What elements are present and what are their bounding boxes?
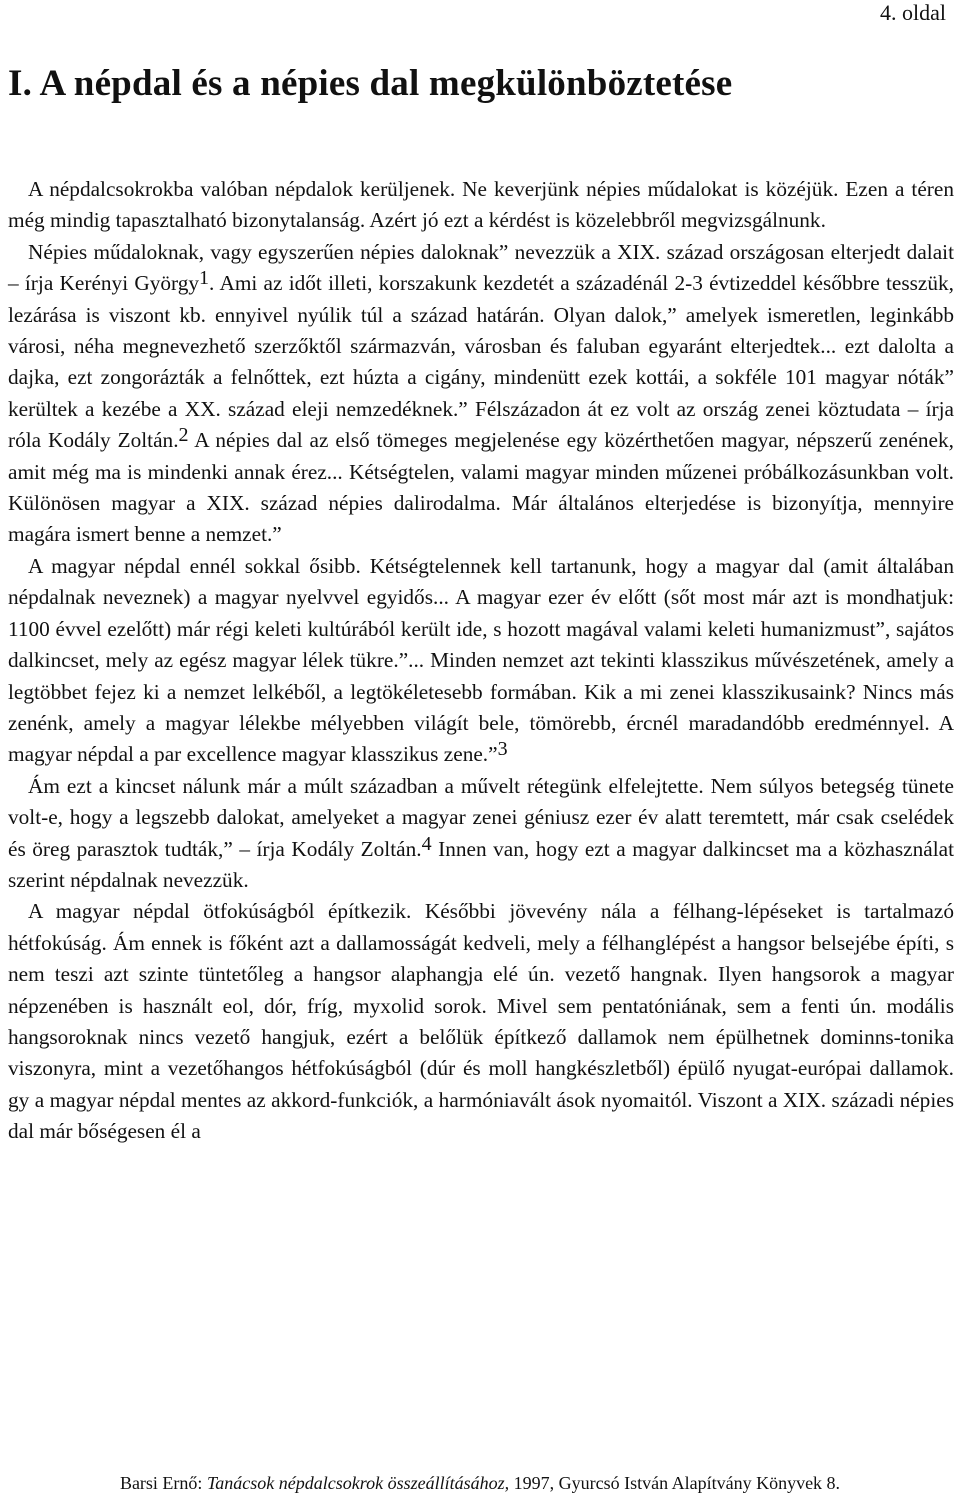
- paragraph-1: A népdalcsokrokba valóban népdalok kerüljenek. Ne keverjünk népies műdalokat is közéjük. Ezen a téren még mindig tapasztalható bizonytalanság. Azért jó ezt a kérdést is közelebbről megvizsgálnunk.: [8, 177, 954, 233]
- paragraph-2-part-b: . Ami az időt illeti, korszakunk kezdetét a századénál 2-3 évtizeddel későbbre tesszük, lezárása is viszont kb. ennyivel nyúlik túl a század határán. Olyan dalok,” amelyek ismeretlen, leginkább városi, néha megnevezhető szerzőktől származván, városban és faluban egyaránt elterjedtek... ezt dalolta a dajka, ezt zongorázták a felnőttek, ezt húzta a cigány, mindenütt ezek kottái, a sokféle 101 magyar nóták” kerültek a kezébe a XX. század eleji nemzedéknek.” Félszázadon át ez volt az ország zenei köztudata – írja róla Kodály Zoltán.: [8, 271, 954, 453]
- footnote-ref-2[interactable]: 2: [178, 424, 189, 447]
- paragraph-4: [8, 771, 954, 897]
- footer-publication-info: 1997, Gyurcsó István Alapítvány Könyvek 8.: [509, 1473, 841, 1493]
- paragraph-3: [8, 551, 954, 771]
- page-number: 4. oldal: [880, 0, 946, 25]
- paragraph-2: [8, 237, 954, 551]
- footnote-ref-4[interactable]: 4: [421, 832, 432, 855]
- footnote-ref-3[interactable]: 3: [497, 738, 508, 761]
- chapter-title: I. A népdal és a népies dal megkülönböztetése: [8, 63, 733, 104]
- paragraph-4-part-b: Innen van, hogy ezt a magyar dalkincset ma a közhasználat szerint népdalnak nevezzük.: [8, 836, 954, 892]
- paragraph-4-part-a: Ám ezt a kincset nálunk már a múlt században a művelt rétegünk elfelejtette. Nem súlyos betegség tünete volt-e, hogy a legszebb dalokat, amelyeket a magyar zenei géniusz ezer év alatt teremtett, már csak cselédek és öreg parasztok tudták,” – írja Kodály Zoltán.: [8, 773, 954, 861]
- paragraph-5: A magyar népdal ötfokúságból építkezik. Későbbi jövevény nála a félhang-lépéseket is tartalmazó hétfokúság. Ám ennek is főként azt a dallamosságát kedveli, mely a félhanglépést a hangsor belsejébe építi, s nem teszi azt szinte tüntetőleg a hangsor alaphangja elé ún. vezető hangnak. Ilyen hangsorok a magyar népzenében is használt eol, dór, fríg, myxolid sorok. Mivel sem pentatóniának, sem a fenti ún. modális hangsoroknak nincs vezető hangjuk, ezért a belőlük építkező dallamok nem épülhetnek dominns-tonika viszonyra, mint a vezetőhangos hétfokúságból (dúr és moll hangkészletből) épülő nyugat-európai dallamok. gy a magyar népdal mentes az akkord-funkciók, a harmóniavált ások nyomaitól. Viszont a XIX. századi népies dal már bőségesen él a: [8, 899, 954, 1144]
- paragraph-3-text: A magyar népdal ennél sokkal ősibb. Kétségtelennek kell tartanunk, hogy a magyar dal (amit általában népdalnak neveznek) a magyar nyelvvel egyidős... A magyar ezer év előtt (sőt most már azt is mondhatjuk: 1100 évvel ezelőtt) már régi keleti kultúrából került ide, s hozott magával valami keleti humanizmust”, sajátos dalkincset, mely az egész magyar lélek tükre.”... Minden nemzet azt tekinti klasszikus művészetének, amely a legtöbbet fejez ki a nemzet lelkéből, a legtökéletesebb formában. Kik a mi zenei klasszikusaink? Nincs más zenénk, amely a magyar lélekbe mélyebben világít bele, tömörebb, ércnél maradandóbb eredménnyel. A magyar népdal a par excellence magyar klasszikus zene.”: [8, 553, 954, 767]
- footer-author: Barsi Ernő:: [119, 1473, 207, 1493]
- page-footer: [0, 1471, 960, 1495]
- paragraph-2-part-c: A népies dal az első tömeges megjelenése egy közérthetően magyar, népszerű zenének, amit még ma is mindenki annak érez... Kétségtelen, valami magyar minden műzenei próbálkozásunkban volt. Különösen magyar a XIX. század népies dalirodalma. Már általános elterjedése is bizonyítja, mennyire magára ismert benne a nemzet.”: [8, 428, 954, 547]
- paragraph-2-part-a: Népies műdaloknak, vagy egyszerűen népies daloknak” nevezzük a XIX. század országosan elterjedt dalait – írja Kerényi György: [8, 239, 954, 296]
- body-text: [8, 174, 954, 1148]
- footnote-ref-1[interactable]: 1: [199, 267, 210, 290]
- footer-book-title: Tanácsok népdalcsokrok összeállításához,: [206, 1473, 510, 1493]
